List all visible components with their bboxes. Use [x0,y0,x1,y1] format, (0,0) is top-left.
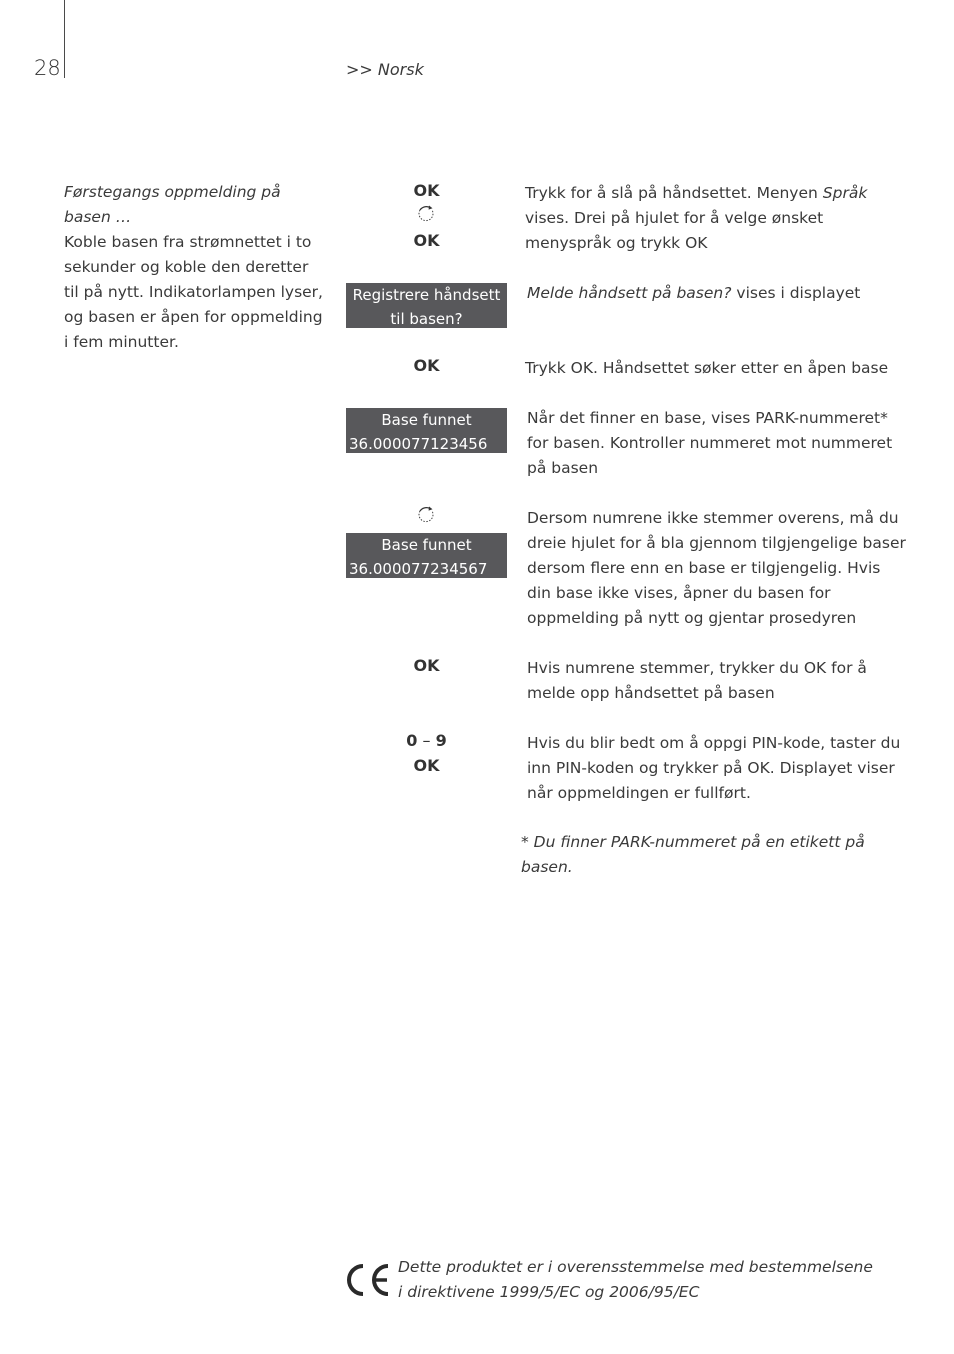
display-line: Registrere håndsett [352,286,501,304]
intro-block [64,180,324,355]
ok-key-label: OK [413,756,440,775]
ok-key-label: OK [413,656,440,675]
page-number: 28 [34,56,61,80]
intro-body: Koble basen fra strømnettet i to sekunder og koble den deretter til på nytt. Indikatorlampen lyser, og basen er åpen for oppmelding i fem minutter. [64,233,323,351]
step-description: Melde håndsett på basen? vises i displayet [527,284,861,302]
compliance-statement: Dette produktet er i overensstemmelse med bestemmelsene i direktivene 1999/5/EC og 2006/95/EC [398,1258,873,1301]
display-line: Base funnet [381,411,472,429]
ok-key-label: OK [413,181,440,200]
step-description: Trykk for å slå på håndsettet. Menyen Språk vises. Drei på hjulet for å velge ønsket menyspråk og trykk OK [525,184,868,252]
display-line: Base funnet [381,536,472,554]
step-description: Hvis numrene stemmer, trykker du OK for å melde opp håndsettet på basen [527,659,867,702]
wheel-icon [416,504,436,526]
intro-heading: Førstegangs oppmelding på basen … [64,183,281,226]
handset-display [346,408,507,453]
section-label: >> Norsk [346,60,424,79]
step-description: Hvis du blir bedt om å oppgi PIN-kode, taster du inn PIN-koden og trykker på OK. Displayet viser når oppmeldingen er fullført. [527,734,901,802]
ok-key-label: OK [413,356,440,375]
step-description: Når det finner en base, vises PARK-nummeret* for basen. Kontroller nummeret mot nummeret på basen [527,409,893,477]
margin-rule [64,0,65,78]
display-line: til basen? [390,310,463,328]
footnote: * Du finner PARK-nummeret på en etikett på basen. [521,833,865,876]
digit-keys-label: 0 – 9 [406,731,447,750]
display-line: 36.000077123456 [349,435,488,453]
step-description: Dersom numrene ikke stemmer overens, må du dreie hjulet for å bla gjennom tilgjengelige baser dersom flere enn en base er tilgjengelig. Hvis din base ikke vises, åpner du basen for oppmelding på nytt og gjentar prosedyren [527,509,906,627]
ok-key-label: OK [413,231,440,250]
ce-mark-icon [344,1262,392,1298]
handset-display [346,533,507,578]
step-description: Trykk OK. Håndsettet søker etter en åpen base [525,359,889,377]
handset-display [346,283,507,328]
wheel-icon [416,203,436,225]
display-line: 36.000077234567 [349,560,488,578]
